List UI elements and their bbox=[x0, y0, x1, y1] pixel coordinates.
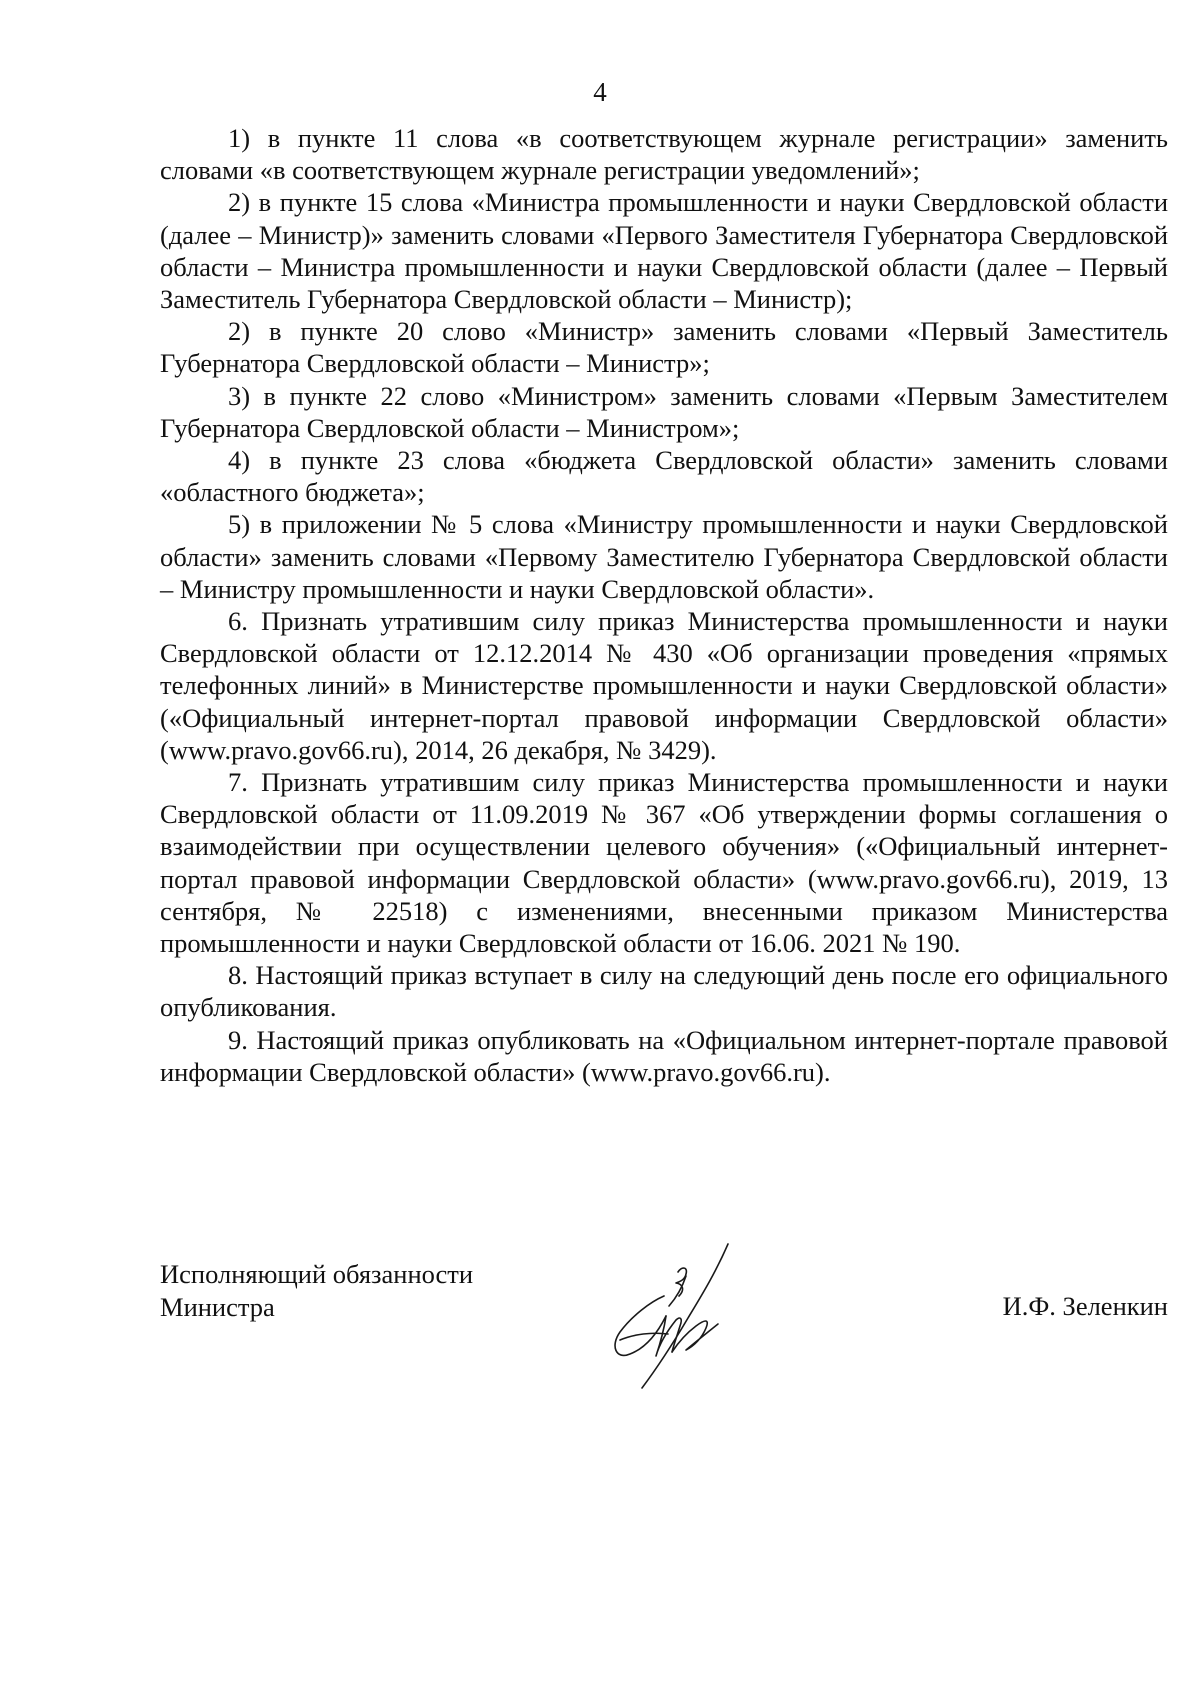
document-body bbox=[160, 122, 1168, 1088]
paragraph-item-2-duplicate: 2) в пункте 20 слово «Министр» заменить словами «Первый Заместитель Губернатора Свердловской области – Министр»; bbox=[160, 316, 1168, 379]
signer-position-line-1: Исполняющий обязанности bbox=[160, 1259, 474, 1289]
signer-position-line-2: Министра bbox=[160, 1292, 275, 1322]
page-number: 4 bbox=[593, 77, 607, 107]
signer-name: И.Ф. Зеленкин bbox=[1002, 1291, 1168, 1321]
paragraph-item-5: 5) в приложении № 5 слова «Министру промышленности и науки Свердловской области» заменить словами «Первому Заместителю Губернатора Свердловской области – Министру промышленности и науки Свердловской области». bbox=[160, 509, 1168, 604]
paragraph-item-1: 1) в пункте 11 слова «в соответствующем журнале регистрации» заменить словами «в соответствующем журнале регистрации уведомлений»; bbox=[160, 123, 1168, 186]
paragraph-clause-6: 6. Признать утратившим силу приказ Министерства промышленности и науки Свердловской области от 12.12.2014 № 430 «Об организации проведения «прямых телефонных линий» в Министерстве промышленности и науки Свердловской области» («Официальный интернет-портал правовой информации Свердловской области» (www.pravo.gov66.ru), 2014, 26 декабря, № 3429). bbox=[160, 606, 1168, 765]
paragraph-item-2: 2) в пункте 15 слова «Министра промышленности и науки Свердловской области (далее – Министр)» заменить словами «Первого Заместителя Губернатора Свердловской области – Министра промышленности и науки Свердловской области (далее – Первый Заместитель Губернатора Свердловской области – Министр); bbox=[160, 187, 1168, 315]
handwritten-signature bbox=[590, 1236, 740, 1396]
signature-block bbox=[160, 1258, 1168, 1398]
paragraph-item-3: 3) в пункте 22 слово «Министром» заменить словами «Первым Заместителем Губернатора Свердловской области – Министром»; bbox=[160, 380, 1168, 443]
paragraph-clause-8: 8. Настоящий приказ вступает в силу на следующий день после его официального опубликования. bbox=[160, 960, 1168, 1023]
paragraph-clause-9: 9. Настоящий приказ опубликовать на «Официальном интернет-портале правовой информации Свердловской области» (www.pravo.gov66.ru). bbox=[160, 1024, 1168, 1087]
signer-position bbox=[160, 1258, 473, 1324]
paragraph-item-4: 4) в пункте 23 слова «бюджета Свердловской области» заменить словами «областного бюджета»; bbox=[160, 445, 1168, 508]
paragraph-clause-7: 7. Признать утратившим силу приказ Министерства промышленности и науки Свердловской области от 11.09.2019 № 367 «Об утверждении формы соглашения о взаимодействии при осуществлении целевого обучения» («Официальный интернет-портал правовой информации Свердловской области» (www.pravo.gov66.ru), 2019, 13 сентября, № 22518) с изменениями, внесенными приказом Министерства промышленности и науки Свердловской области от 16.06. 2021 № 190. bbox=[160, 767, 1168, 959]
